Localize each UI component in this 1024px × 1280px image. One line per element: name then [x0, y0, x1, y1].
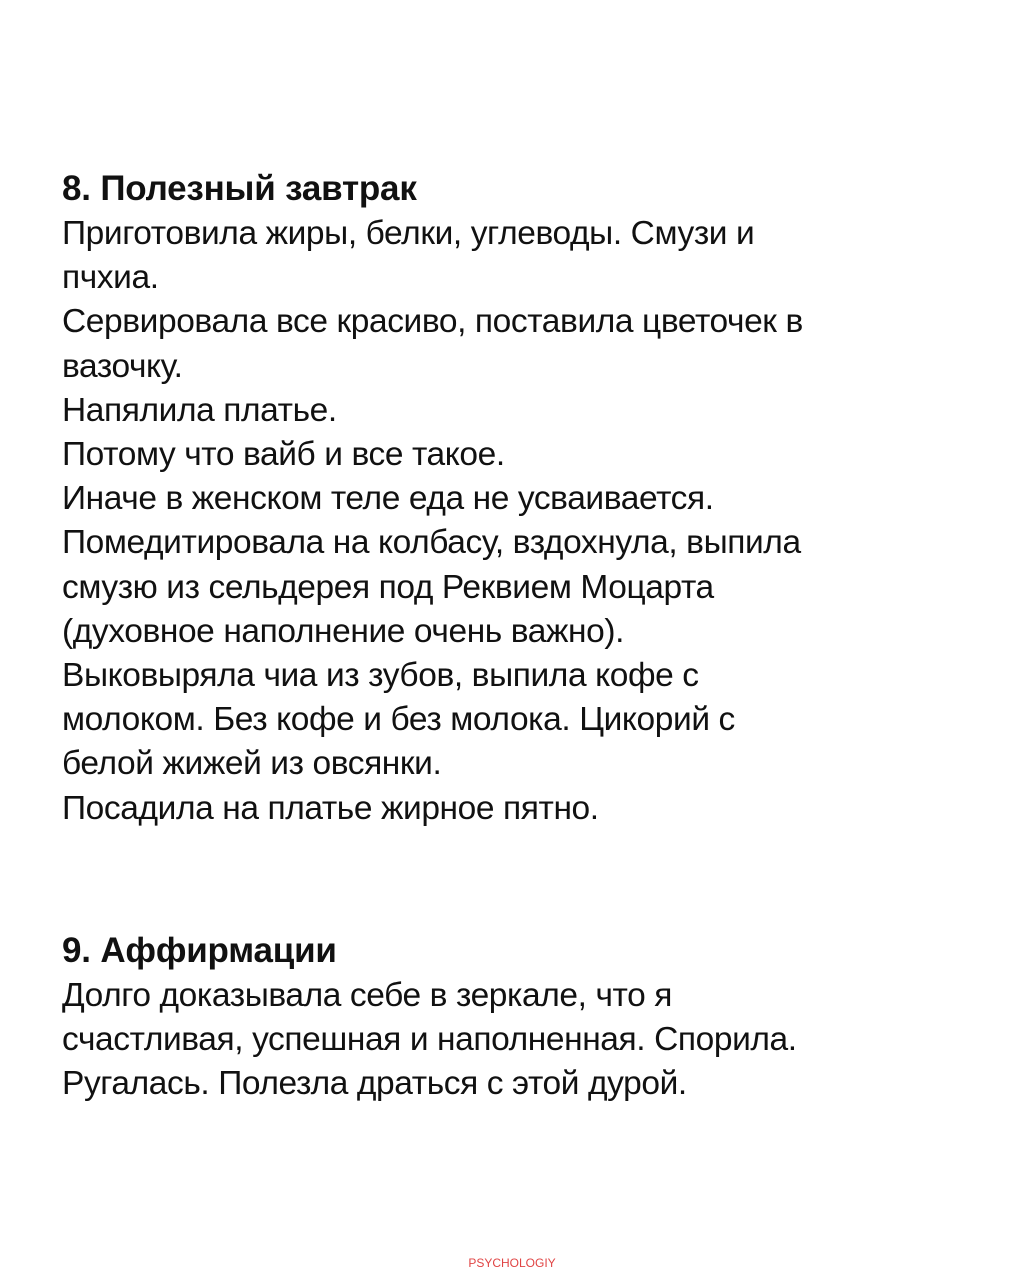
text-line: (духовное наполнение очень важно). — [62, 612, 625, 650]
text-line: Ругалась. Полезла драться с этой дурой. — [62, 1065, 687, 1103]
text-line: Напялила платье. — [62, 391, 337, 429]
section-breakfast — [62, 166, 982, 831]
text-line: Потому что вайб и все такое. — [62, 436, 505, 474]
text-line: Посадила на платье жирное пятно. — [62, 789, 599, 827]
text-line: вазочку. — [62, 347, 183, 385]
text-line: Иначе в женском теле еда не усваивается. — [62, 480, 714, 518]
section-affirmations — [62, 928, 982, 1107]
text-line: белой жижей из овсянки. — [62, 745, 442, 783]
watermark: PSYCHOLOGIY — [468, 1256, 556, 1270]
text-line: Сервировала все красиво, поставила цветочек в — [62, 303, 803, 341]
text-line: Долго доказывала себе в зеркале, что я — [62, 977, 672, 1014]
section-title: 8. Полезный завтрак — [62, 169, 417, 208]
text-line: пчхиа. — [62, 259, 159, 297]
text-line: молоком. Без кофе и без молока. Цикорий с — [62, 701, 735, 739]
text-line: смузю из сельдерея под Реквием Моцарта — [62, 568, 714, 606]
section-title: 9. Аффирмации — [62, 931, 337, 970]
text-line: счастливая, успешная и наполненная. Спорила. — [62, 1021, 797, 1059]
text-line: Выковыряла чиа из зубов, выпила кофе с — [62, 657, 699, 695]
text-line: Приготовила жиры, белки, углеводы. Смузи и — [62, 215, 755, 252]
text-line: Помедитировала на колбасу, вздохнула, выпила — [62, 524, 801, 562]
